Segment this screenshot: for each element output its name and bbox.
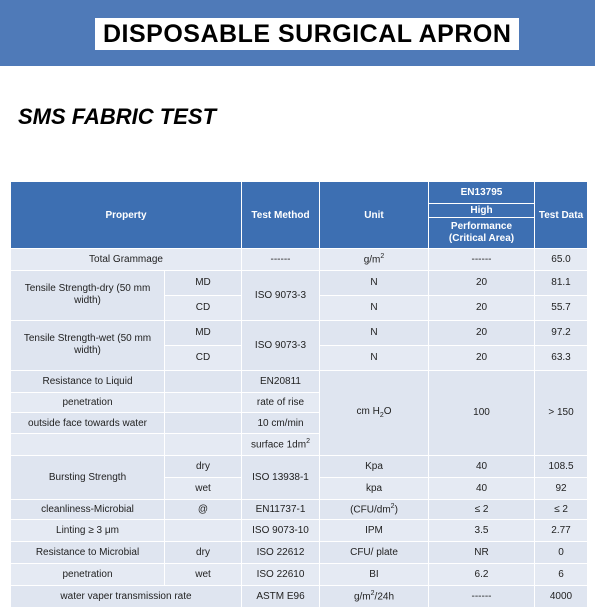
cell-direction: CD [165, 345, 242, 370]
cell-test-data: 92 [535, 477, 588, 499]
cell-test-data: 97.2 [535, 320, 588, 345]
cell-condition: dry [165, 542, 242, 564]
cell-requirement: NR [429, 542, 535, 564]
cell-property: Tensile Strength-dry (50 mm width) [11, 270, 165, 320]
cell-blank [165, 520, 242, 542]
cell-property: water vaper transmission rate [11, 586, 242, 608]
cell-test-data: 4000 [535, 586, 588, 608]
table-row [11, 456, 588, 478]
cell-method: 10 cm/min [242, 413, 320, 434]
cell-requirement: 6.2 [429, 564, 535, 586]
cell-requirement: 40 [429, 477, 535, 499]
cell-test-data: > 150 [535, 370, 588, 455]
cell-property: Bursting Strength [11, 456, 165, 500]
cell-unit: kpa [320, 477, 429, 499]
header-unit: Unit [320, 182, 429, 249]
cell-unit: $g/m^2/24h$ [320, 586, 429, 608]
cell-requirement: 20 [429, 345, 535, 370]
cell-unit: N [320, 345, 429, 370]
cell-requirement: 20 [429, 295, 535, 320]
cell-requirement: 3.5 [429, 520, 535, 542]
header-test-data: Test Data [535, 182, 588, 249]
cell-unit: CFU/ plate [320, 542, 429, 564]
cell-condition: wet [165, 477, 242, 499]
cell-requirement: ≤ 2 [429, 499, 535, 520]
cell-method: EN11737-1 [242, 499, 320, 520]
cell-test-data: 81.1 [535, 270, 588, 295]
header-performance: Performance (Critical Area) [429, 218, 535, 249]
table-row [11, 520, 588, 542]
table-header [11, 182, 588, 249]
cell-unit: cm $H_2O$ [320, 370, 429, 455]
cell-unit: N [320, 270, 429, 295]
cell-test-data: 63.3 [535, 345, 588, 370]
cell-unit: $g/m^2$ [320, 249, 429, 271]
cell-direction: CD [165, 295, 242, 320]
cell-blank [165, 434, 242, 456]
cell-requirement: 20 [429, 320, 535, 345]
cell-method: ISO 13938-1 [242, 456, 320, 500]
cell-method: rate of rise [242, 392, 320, 413]
cell-method: ISO 9073-10 [242, 520, 320, 542]
cell-method: ISO 22612 [242, 542, 320, 564]
cell-requirement: ------ [429, 586, 535, 608]
cell-test-data: 0 [535, 542, 588, 564]
section-title: SMS FABRIC TEST [18, 104, 217, 129]
cell-blank [165, 413, 242, 434]
table-row [11, 586, 588, 608]
cell-method: ISO 22610 [242, 564, 320, 586]
cell-unit: IPM [320, 520, 429, 542]
cell-property: Total Grammage [11, 249, 242, 271]
document-title: DISPOSABLE SURGICAL APRON [95, 18, 519, 50]
cell-method: ISO 9073-3 [242, 320, 320, 370]
header-property: Property [11, 182, 242, 249]
cell-test-data: 6 [535, 564, 588, 586]
cell-method: ISO 9073-3 [242, 270, 320, 320]
cell-property: penetration [11, 564, 165, 586]
cell-blank [11, 434, 165, 456]
cell-method: EN20811 [242, 370, 320, 392]
title-banner [0, 0, 595, 66]
cell-method: ------ [242, 249, 320, 271]
cell-direction: MD [165, 270, 242, 295]
table-row [11, 249, 588, 271]
cell-property: Resistance to Liquid [11, 370, 165, 392]
cell-blank [165, 392, 242, 413]
cell-unit: Kpa [320, 456, 429, 478]
cell-requirement: 40 [429, 456, 535, 478]
cell-method: ASTM E96 [242, 586, 320, 608]
table-row [11, 542, 588, 564]
fabric-test-table [10, 181, 588, 608]
cell-test-data: 65.0 [535, 249, 588, 271]
cell-property: Resistance to Microbial [11, 542, 165, 564]
cell-test-data: ≤ 2 [535, 499, 588, 520]
cell-requirement: 20 [429, 270, 535, 295]
cell-unit: $(CFU/dm^2)$ [320, 499, 429, 520]
header-standard: EN13795 [429, 182, 535, 204]
cell-requirement: 100 [429, 370, 535, 455]
cell-unit: BI [320, 564, 429, 586]
cell-property: cleanliness-Microbial [11, 499, 165, 520]
cell-test-data: 108.5 [535, 456, 588, 478]
table-row [11, 499, 588, 520]
cell-condition: dry [165, 456, 242, 478]
cell-unit: N [320, 320, 429, 345]
cell-test-data: 2.77 [535, 520, 588, 542]
table-row [11, 270, 588, 295]
cell-property: Linting ≥ 3 μm [11, 520, 165, 542]
cell-method: surface $1dm^2$ [242, 434, 320, 456]
header-test-method: Test Method [242, 182, 320, 249]
cell-test-data: 55.7 [535, 295, 588, 320]
table-row [11, 370, 588, 392]
cell-condition: @ [165, 499, 242, 520]
cell-blank [165, 370, 242, 392]
table-row [11, 320, 588, 345]
cell-requirement: ------ [429, 249, 535, 271]
cell-property: Tensile Strength-wet (50 mm width) [11, 320, 165, 370]
cell-condition: wet [165, 564, 242, 586]
cell-property: penetration [11, 392, 165, 413]
table-row [11, 564, 588, 586]
header-level: High [429, 204, 535, 218]
cell-unit: N [320, 295, 429, 320]
cell-property: outside face towards water [11, 413, 165, 434]
cell-direction: MD [165, 320, 242, 345]
